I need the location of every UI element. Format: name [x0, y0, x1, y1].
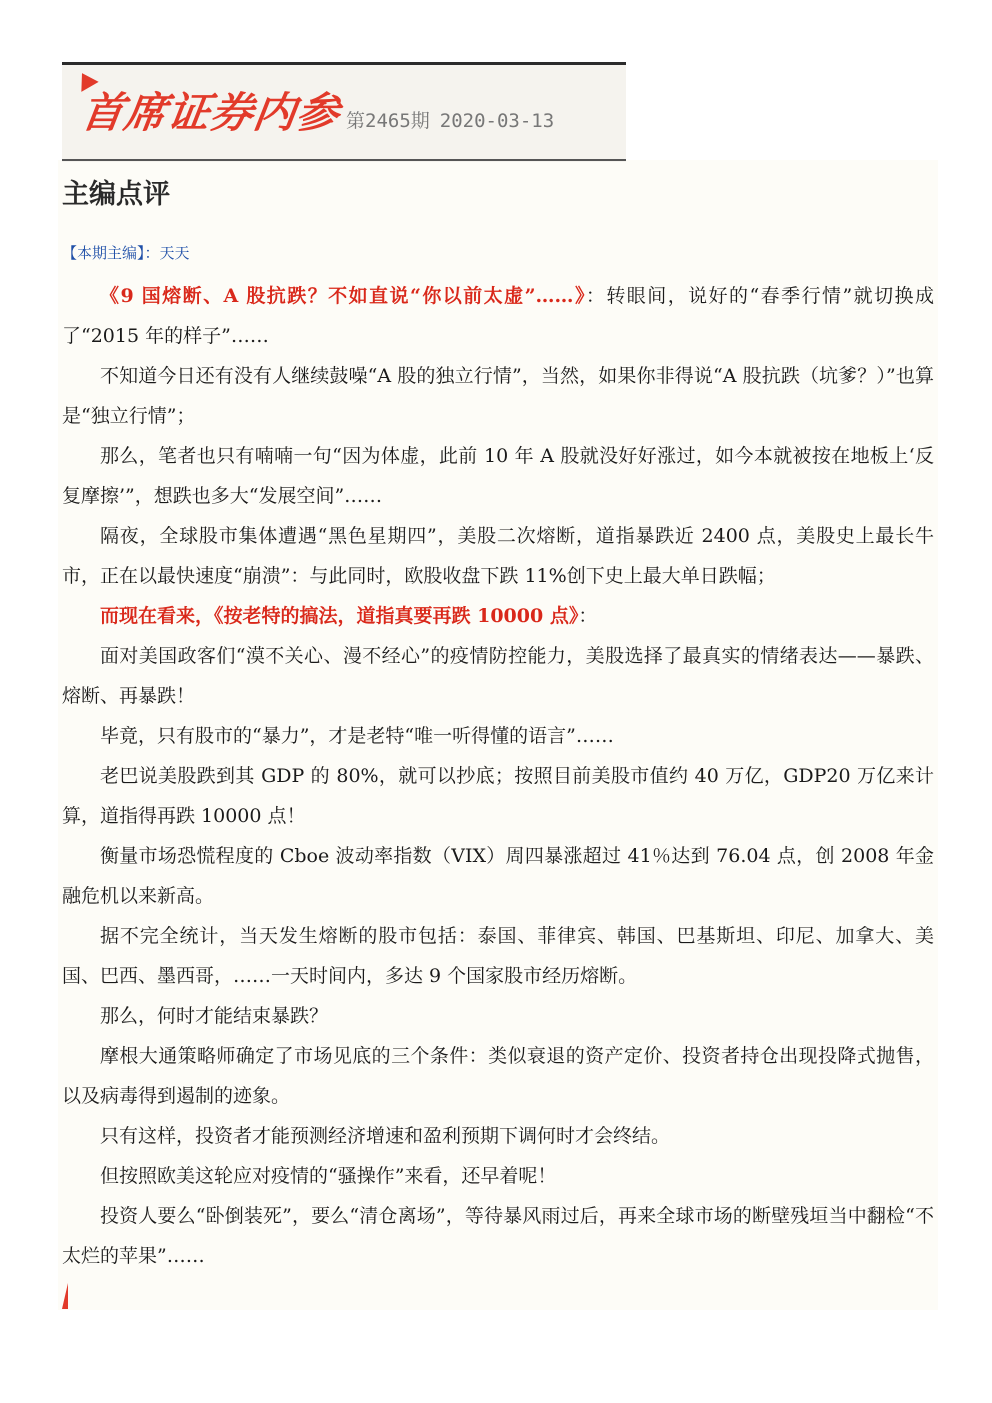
issue-info [346, 106, 564, 133]
section-title: 主编点评 [62, 179, 170, 210]
editor-separator: ： [144, 244, 160, 262]
editor-line [62, 242, 190, 263]
paragraph: 摩根大通策略师确定了市场见底的三个条件：类似衰退的资产定价、投资者持仓出现投降式抛售，以及病毒得到遏制的迹象。 [62, 1045, 934, 1107]
paragraph: 衡量市场恐慌程度的 Cboe 波动率指数（VIX）周四暴涨超过 41％达到 76.04 点，创 2008 年金融危机以来新高。 [62, 845, 934, 907]
page-corner-mark [62, 1283, 68, 1309]
masthead-top-rule [62, 62, 626, 65]
paragraph: 《9 国熔断、A 股抗跌？不如直说“你以前太虚”……》：转眼间，说好的“春季行情”就切换成了“2015 年的样子”…… [62, 285, 934, 347]
paragraph: 而现在看来，《按老特的搞法，道指真要再跌 10000 点》： [100, 605, 598, 627]
paragraph: 不知道今日还有没有人继续鼓噪“A 股的独立行情”，当然，如果你非得说“A 股抗跌（坑爹？）”也算是“独立行情”； [62, 365, 934, 427]
paragraph: 据不完全统计，当天发生熔断的股市包括：泰国、菲律宾、韩国、巴基斯坦、印尼、加拿大、美国、巴西、墨西哥，……一天时间内，多达 9 个国家股市经历熔断。 [62, 925, 934, 987]
editor-label: 【本期主编】 [62, 244, 145, 262]
headline-link[interactable]: 《9 国熔断、A 股抗跌？不如直说“你以前太虚”……》 [100, 285, 586, 307]
paragraph: 只有这样，投资者才能预测经济增速和盈利预期下调何时才会终结。 [100, 1125, 671, 1147]
masthead-bottom-rule [62, 159, 626, 161]
paragraph: 隔夜，全球股市集体遭遇“黑色星期四”，美股二次熔断，道指暴跌近 2400 点，美股史上最长牛市，正在以最快速度“崩溃”：与此同时，欧股收盘下跌 11%创下史上最大单日跌幅； [62, 525, 934, 587]
issue-date: 2020-03-13 [439, 110, 555, 132]
editor-name: 天天 [159, 244, 190, 262]
paragraph: 毕竟，只有股市的“暴力”，才是老特“唯一听得懂的语言”…… [100, 725, 614, 747]
paragraph: 老巴说美股跌到其 GDP 的 80%，就可以抄底；按照目前美股市值约 40 万亿，GDP20 万亿来计算，道指得再跌 10000 点！ [62, 765, 934, 827]
article-body [62, 276, 934, 1276]
issue-number: 第2465期 [346, 110, 430, 132]
paragraph: 那么，笔者也只有喃喃一句“因为体虚，此前 10 年 A 股就没好好涨过，如今本就被按在地板上‘反复摩擦’”，想跌也多大“发展空间”…… [62, 445, 934, 507]
logo: 首席证券内参 [78, 88, 344, 137]
paragraph: 那么，何时才能结束暴跌？ [100, 1005, 329, 1027]
paragraph: 面对美国政客们“漠不关心、漫不经心”的疫情防控能力，美股选择了最真实的情绪表达——暴跌、熔断、再暴跌！ [62, 645, 934, 707]
paragraph: 投资人要么“卧倒装死”，要么“清仓离场”，等待暴风雨过后，再来全球市场的断壁残垣当中翻检“不太烂的苹果”…… [62, 1205, 934, 1267]
paragraph: 但按照欧美这轮应对疫情的“骚操作”来看，还早着呢！ [100, 1165, 557, 1187]
headline-link[interactable]: 而现在看来，《按老特的搞法，道指真要再跌 10000 点》 [100, 605, 579, 627]
